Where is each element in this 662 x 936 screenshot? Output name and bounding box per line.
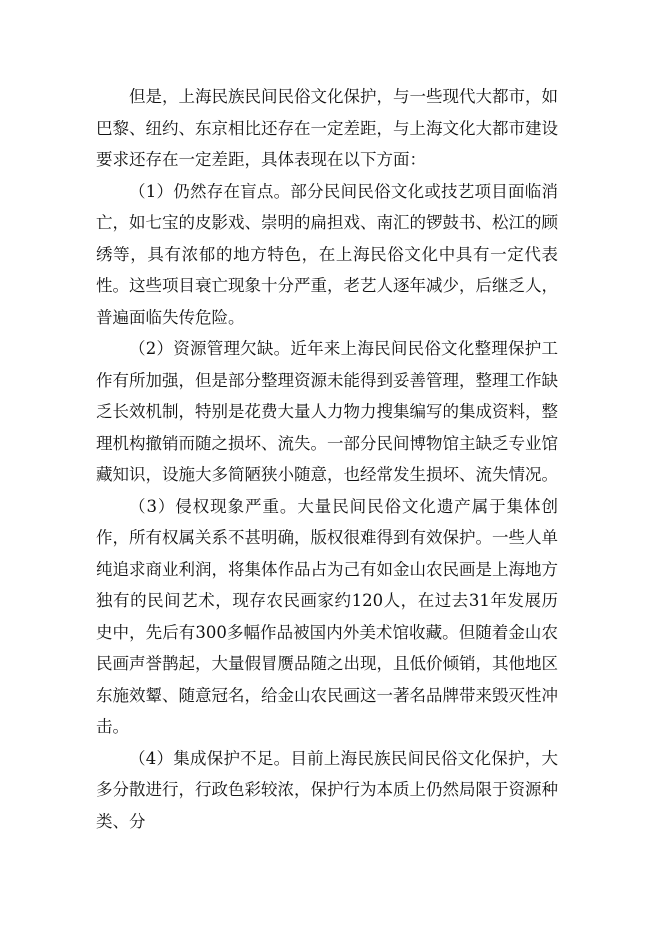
intro-paragraph: 但是，上海民族民间民俗文化保护，与一些现代大都市，如巴黎、纽约、东京相比还存在一定差距，与上海文化大都市建设要求还存在一定差距，具体表现在以下方面： [96, 87, 558, 169]
point-2-paragraph: （2）资源管理欠缺。近年来上海民间民俗文化整理保护工作有所加强，但是部分整理资源未能得到妥善管理，整理工作缺乏长效机制，特别是花费大量人力物力搜集编写的集成资料，整理机构撤销而随之损坏、流失。一部分民间博物馆主缺乏专业馆藏知识，设施大多简陋狭小随意，也经常发生损坏、流失情况。 [96, 339, 558, 484]
document-body [96, 81, 558, 837]
point-3-paragraph: （3）侵权现象严重。大量民间民俗文化遗产属于集体创作，所有权属关系不甚明确，版权很难得到有效保护。一些人单纯追求商业利润，将集体作品占为己有如金山农民画是上海地方独有的民间艺术，现存农民画家约120人，在过去31年发展历史中，先后有300多幅作品被国内外美术馆收藏。但随着金山农民画声誉鹊起，大量假冒赝品随之出现，且低价倾销，其他地区东施效颦、随意冠名，给金山农民画这一著名品牌带来毁灭性冲击。 [96, 496, 558, 736]
point-1-paragraph: （1）仍然存在盲点。部分民间民俗文化或技艺项目面临消亡，如七宝的皮影戏、崇明的扁担戏、南汇的锣鼓书、松江的顾绣等，具有浓郁的地方特色，在上海民俗文化中具有一定代表性。这些项目衰亡现象十分严重，老艺人逐年减少，后继乏人，普遍面临失传危险。 [96, 181, 558, 327]
point-4-paragraph: （4）集成保护不足。目前上海民族民间民俗文化保护，大多分散进行，行政色彩较浓，保护行为本质上仍然局限于资源种类、分 [96, 748, 558, 831]
